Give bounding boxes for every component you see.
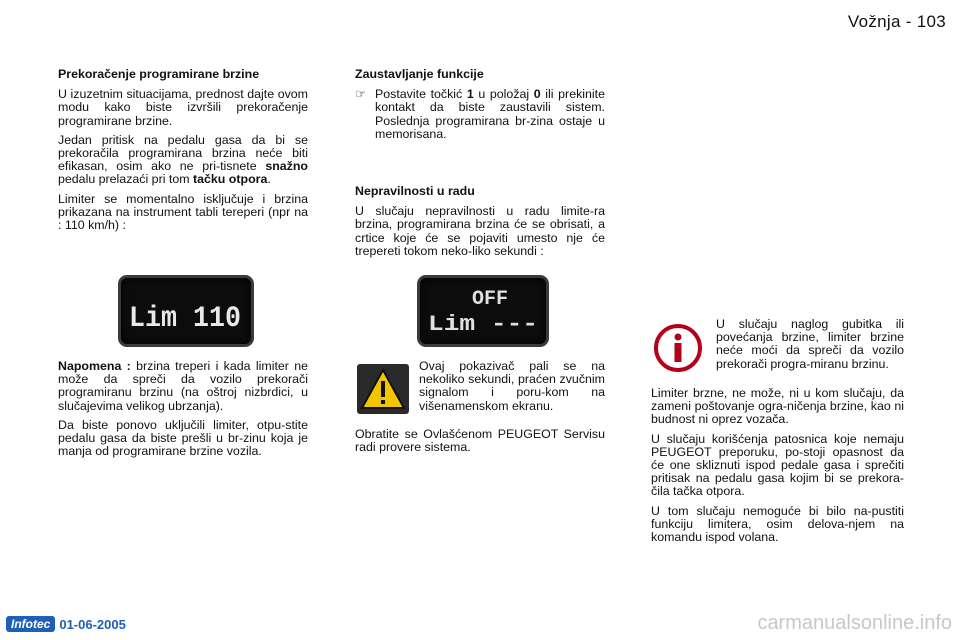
column-1 <box>58 68 308 238</box>
paragraph: U slučaju korišćenja patosnica koje nemaju PEUGEOT preporuku, po-stoji opasnost da će one skliznuti ispod pedale gasa i sprečiti pritisak na pedalu gasa kojim bi se prekora-čila tačka otpora. <box>651 431 904 499</box>
warning-triangle-icon <box>357 364 409 414</box>
hand-pointer-icon: ☞ <box>355 87 367 102</box>
section-heading: Prekoračenje programirane brzine <box>58 67 260 81</box>
lcd-screen <box>121 278 251 344</box>
paragraph: U izuzetnim situacijama, prednost dajte ovom modu kako biste izvršili prekoračenje programirane brzine. <box>58 87 308 128</box>
info-icon <box>652 322 704 374</box>
note: Napomena : brzina treperi i kada limiter ne može da spreči da vozilo prekorači programiranu brzinu (na oštroj nizbrdici, u slučajevima velikog ubrzanja). <box>58 359 309 413</box>
paragraph: Obratite se Ovlašćenom PEUGEOT Servisu radi provere sistema. <box>355 427 605 455</box>
infotec-logo: Infotec <box>6 616 55 632</box>
lcd-display-speed <box>118 275 254 347</box>
paragraph: U tom slučaju nemoguće bi bilo na-pustiti funkciju limitera, osim delova-njem na komandu ispod volana. <box>651 503 904 545</box>
page-header: Vožnja - 103 <box>847 12 946 31</box>
footer-date: 01-06-2005 <box>59 616 126 632</box>
lcd-text-bottom: Lim --- <box>428 312 538 337</box>
column-1-lower <box>58 360 308 464</box>
lcd-text: Lim 110 <box>129 302 241 336</box>
bullet-text: Postavite točkić 1 u položaj 0 ili prekinite kontakt da biste zaustavili sistem. Poslednja programirana br-zina ostaje u memorisana. <box>375 87 606 141</box>
paragraph: Limiter brzne, ne može, ni u kom slučaju, da zameni poštovanje ogra-ničenja brzine, kao ni budnost ni oprez vozača. <box>651 386 904 427</box>
bullet-item <box>355 88 605 141</box>
paragraph: Da biste ponovo uključili limiter, otpu-stite pedalu gasa da biste prešli u br-zinu koja je manja od programirane brzine vozila. <box>58 417 308 459</box>
lcd-text-top: OFF <box>472 288 509 311</box>
paragraph: U slučaju nepravilnosti u radu limite-ra brzina, programirana brzina će se obrisati, a crtice koje će se pojaviti umesto nje će trepereti tokom neko-liko sekundi : <box>355 204 605 258</box>
footer <box>6 616 126 632</box>
section-heading: Nepravilnosti u radu <box>355 184 475 199</box>
lcd-screen <box>420 278 546 344</box>
warning-text: Ovaj pokazivač pali se na nekoliko sekundi, praćen zvučnim signalom i poru-kom na višenamenskom ekranu. <box>419 359 605 413</box>
column-3 <box>651 387 904 550</box>
section-heading: Zaustavljanje funkcije <box>355 67 484 81</box>
watermark: carmanualsonline.info <box>757 612 952 634</box>
paragraph: Limiter se momentalno isključuje i brzina prikazana na instrument tabli tereperi (npr na : 110 km/h) : <box>58 191 308 233</box>
column-2 <box>355 68 605 264</box>
paragraph: Jedan pritisk na pedalu gasa da bi se prekoračila programirana brzina neće biti efikasan, osim ako ne pri-tisnete snažno pedalu prelazaći pri tom tačku otpora. <box>58 132 308 187</box>
lcd-display-off <box>417 275 549 347</box>
info-text: U slučaju naglog gubitka ili povećanja brzine, limiter brzine neće moći da spreči da vozilo prekorači progra-miranu brzinu. <box>716 317 904 371</box>
